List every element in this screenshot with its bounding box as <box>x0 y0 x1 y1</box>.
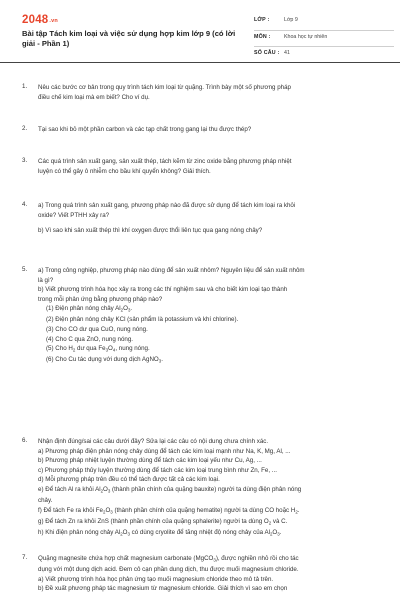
meta-key: MÔN : <box>254 33 271 40</box>
meta-row-class <box>254 14 394 31</box>
meta-value: Khoa học tự nhiên <box>284 33 328 40</box>
meta-table <box>254 14 394 64</box>
question-number: 4. <box>22 201 28 208</box>
site-logo[interactable]: 2048.vn <box>22 14 58 26</box>
option-item: (6) Cho Cu tác dụng với dung dịch AgNO$_3$. <box>46 356 163 364</box>
meta-key: SỐ CÂU : <box>254 50 280 56</box>
question-text: Các quá trình sản xuất gang, sản xuất thép, tách kẽm từ zinc oxide bằng phương pháp nhiệt luyện có thể gây ô nhiễm cho bầu khí quyển không? Giải thích. <box>38 158 292 175</box>
question-text: Nhận định đúng/sai các câu dưới đây? Sửa lại các câu có nội dung chưa chính xác. a) Phương pháp điện phân nóng chảy dùng để tách các kim loại mạnh như Na, K, Mg, Al, ... b) Phương pháp nhiệt luyện thường dùng để tách các kim loại yếu như Cu, Ag, ... c) Phương pháp thủy luyện thường dùng để tách các kim loại trung bình như Zn, Fe, ... d) Mỗi phương pháp trên đều có thể tách được tất cả các kim loại. e) Để tách Al ra khỏi $Al_2O_3$ (thành phần chính của quặng bauxite) người ta dùng điện phân nóng chảy. f) Để tách Fe ra khỏi $Fe_2O_3$ (thành phần chính của quặng hematite) người ta dùng CO hoặc $H_2$. g) Để tách Zn ra khỏi ZnS (thành phần chính của quặng sphalerite) người ta dùng $O_2$ và C. h) Khi điện phân nóng chảy $Al_2O_3$ có dùng cryolite để tăng nhiệt độ nóng chảy của $Al_2O_3$. <box>38 438 302 537</box>
question-number: 7. <box>22 554 28 561</box>
question-number: 3. <box>22 157 28 164</box>
question-number: 5. <box>22 266 28 273</box>
page-header <box>0 0 400 62</box>
question-number: 6. <box>22 437 28 444</box>
meta-key: LỚP : <box>254 17 270 23</box>
option-item: (4) Cho C qua ZnO, nung nóng. <box>46 335 134 343</box>
question-list <box>0 63 400 600</box>
page-title: Bài tập Tách kim loại và việc sử dụng hợp kim lớp 9 (có lời giải - Phần 1) <box>22 29 236 48</box>
meta-value: 41 <box>284 50 290 56</box>
question-text: a) Trong quá trình sản xuất gang, phương pháp nào đã được sử dụng để tách kim loại ra khỏi oxide? Viết PTHH xảy ra? b) Vì sao khi sản xuất thép thì khí oxygen được thổi liên tục qua gang nóng chảy? <box>38 202 296 235</box>
meta-value: Lớp 9 <box>284 17 298 23</box>
question-text: a) Trong công nghiệp, phương pháp nào dùng để sản xuất nhôm? Nguyên liệu để sản xuất nhôm là gì? b) Viết phương trình hóa học xảy ra trong các thí nghiệm sau và cho biết kim loại tạo thành trong mỗi phản ứng bằng phương pháp nào? (1) Điện phân nóng chảy $Al_2O_3$. (2) Điện phân nóng chảy KCl (sản phẩm là potassium và khí chlorine). (3) Cho CO dư qua CuO, nung nóng. (4) Cho C qua ZnO, nung nóng. (5) Cho $H_2$ dư qua $Fe_3O_4$, nung nóng. (6) Cho Cu tác dụng với dung dịch AgNO$_3$. <box>38 266 390 366</box>
question-number: 1. <box>22 83 28 90</box>
option-item: (5) Cho $H_2$ dư qua $Fe_3O_4$, nung nóng. <box>46 345 150 353</box>
option-item: (2) Điện phân nóng chảy KCl (sản phẩm là potassium và khí chlorine). <box>46 316 239 324</box>
option-item: (3) Cho CO dư qua CuO, nung nóng. <box>46 326 148 334</box>
question-text: Nêu các bước cơ bản trong quy trình tách kim loại từ quặng. Trình bày một số phương pháp điều chế kim loại mà em biết? Cho ví dụ. <box>38 84 291 101</box>
question-number: 2. <box>22 125 28 132</box>
meta-row-subject <box>254 31 394 48</box>
option-item: (1) Điện phân nóng chảy $Al_2O_3$. <box>46 305 133 313</box>
question-text: Tại sao khi bỏ một phần carbon và các tạp chất trong gang lại thu được thép? <box>38 126 252 133</box>
question-text: Quặng magnesite chứa hợp chất magnesium carbonate (MgCO$_3$), được nghiền nhỏ rồi cho tác dụng với một dung dịch acid. Đem cô cạn phần dung dịch, thu được muối magnesium chloride. a) Viết phương trình hóa học phản ứng tạo muối magnesium chloride theo mô tả trên. b) Đề xuất phương pháp tác magnesium từ magnesium chloride. Giải thích vì sao em chọn <box>38 555 299 593</box>
